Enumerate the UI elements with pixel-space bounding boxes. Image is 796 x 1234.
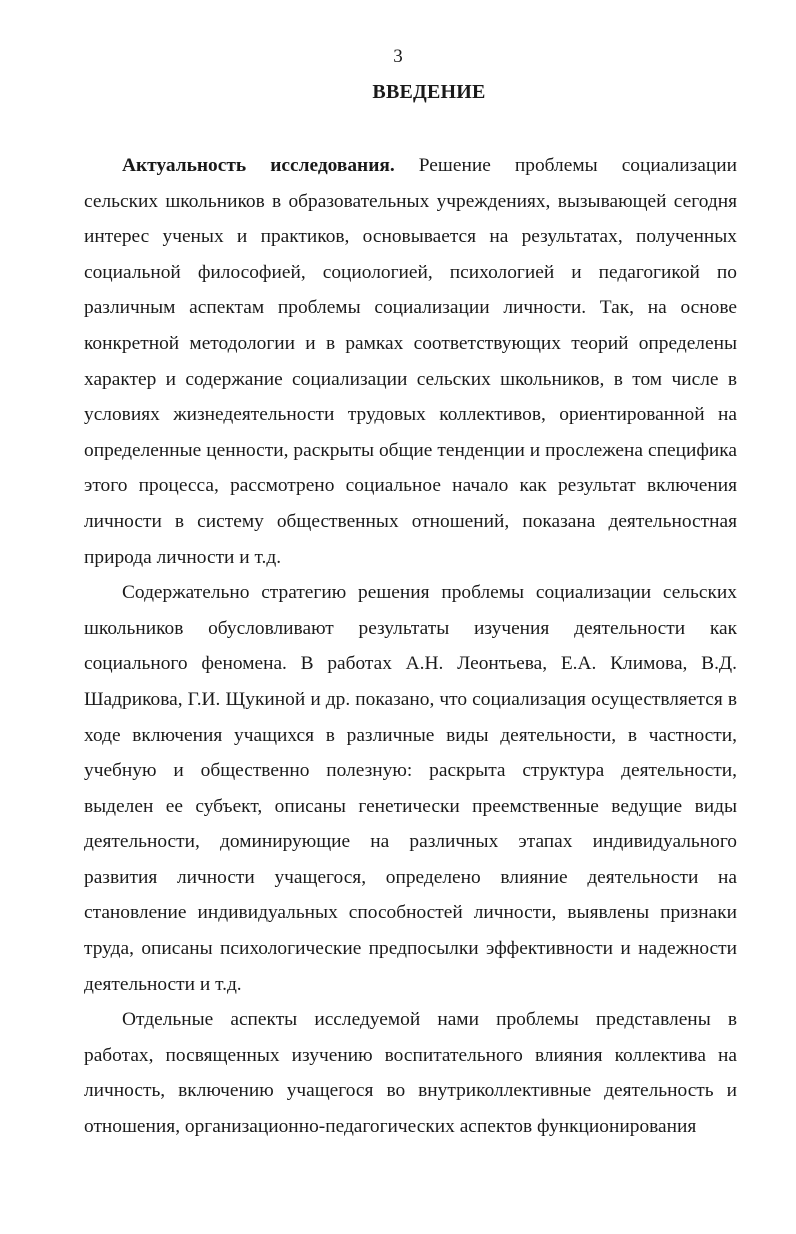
section-heading: ВВЕДЕНИЕ — [372, 81, 486, 103]
paragraph-text: Решение проблемы социализации сельских школьников в образовательных учреждениях, вызывающей сегодня интерес ученых и практиков, основывается на результатах, полученных социальной философией, социологией, психологией и педагогикой по различным аспектам проблемы социализации личности. Так, на основе конкретной методологии и в рамках соответствующих теорий определены характер и содержание социализации сельских школьников, в том числе в условиях жизнедеятельности трудовых коллективов, ориентированной на определенные ценности, раскрыты общие тенденции и прослежена специфика этого процесса, рассмотрено социальное начало как результат включения личности в систему общественных отношений, показана деятельностная природа личности и т.д. — [84, 155, 737, 568]
page-number: 3 — [393, 46, 403, 67]
body-text — [84, 148, 737, 1145]
paragraph-strategy: Содержательно стратегию решения проблемы социализации сельских школьников обусловливают результаты изучения деятельности как социального феномена. В работах А.Н. Леонтьева, Е.А. Климова, В.Д. Шадрикова, Г.И. Щукиной и др. показано, что социализация осуществляется в ходе включения учащихся в различные виды деятельности, в частности, учебную и общественно полезную: раскрыта структура деятельности, выделен ее субъект, описаны генетически преемственные ведущие виды деятельности, доминирующие на различных этапах индивидуального развития личности учащегося, определено влияние деятельности на становление индивидуальных способностей личности, выявлены признаки труда, описаны психологические предпосылки эффективности и надежности деятельности и т.д. — [84, 582, 737, 995]
paragraph-aspects: Отдельные аспекты исследуемой нами проблемы представлены в работах, посвященных изучению воспитательного влияния коллектива на личность, включению учащегося во внутриколлективные деятельность и отношения, организационно-педагогических аспектов функционирования — [84, 1009, 737, 1138]
paragraph-lead: Актуальность исследования. — [122, 155, 395, 176]
paragraph-relevance — [84, 148, 737, 575]
